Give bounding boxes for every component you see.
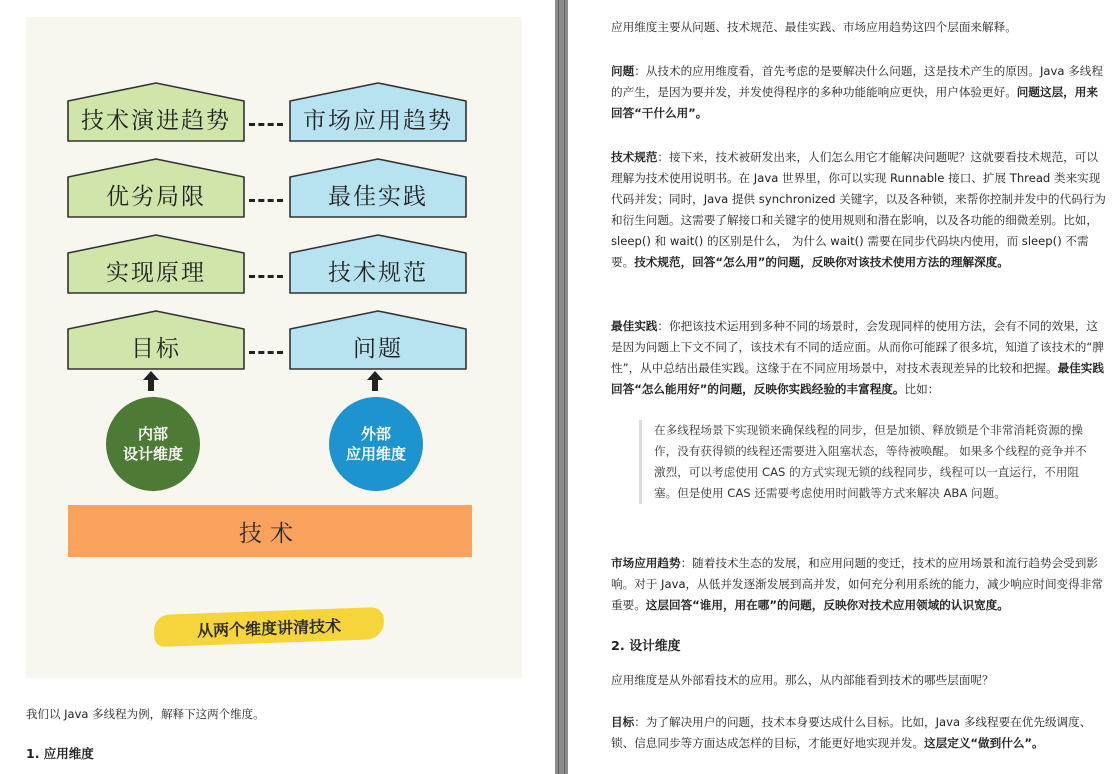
term-trend: 市场应用趋势	[611, 556, 681, 570]
house-label-right-2: 技术规范	[328, 260, 428, 286]
house-right-2	[288, 233, 468, 295]
practice-text: ：你把该技术运用到多种不同的场景时，会发现同样的使用方法，会有不同的效果，这是因为问题上下文不同了，该技术有不同的适应面。从而你可能踩了很多坑，知道了该技术的“脾性”，从中总结出最佳实践。这缘于在不同应用场景中，对技术表现差异的比较和把握。	[611, 319, 1104, 375]
spec-text: ：接下来，技术被研发出来，人们怎么用它才能解决问题呢？这就要看技术规范，可以理解为技术使用说明书。在 Java 世界里，你可以实现 Runnable 接口、扩展 Thread 类来实现代码并发；同时，Java 提供 synchronized 关键字，以及各种锁，来帮你控制并发中的代码行为和衍生问题。这需要了解接口和关键字的使用规则和潜在影响，以及各功能的细微差别。比如， sleep() 和 wait() 的区别是什么， 为什么 wait() 需要在同步代码块内使用，而 sleep() 不需要。	[611, 150, 1106, 269]
paragraph-goal	[611, 712, 1107, 754]
term-goal: 目标	[611, 715, 635, 729]
left-page	[0, 0, 555, 774]
paragraph-trend	[611, 553, 1107, 616]
practice-bold: 最佳实践回答“怎么能用好”的问题，反映你实践经验的丰富程度。	[611, 361, 1104, 396]
paragraph-practice	[611, 316, 1107, 400]
dashed-connector-2	[249, 275, 283, 278]
caption-banner: 从两个维度讲清技术	[154, 607, 385, 647]
goal-text: ：为了解决用户的问题，技术本身要达成什么目标。比如，Java 多线程要在优先级调度、锁、信息同步等方面达成怎样的目标，才能更好地实现并发。	[611, 715, 1092, 750]
outer-circle-line2: 应用维度	[345, 445, 406, 463]
left-intro-text: 我们以 Java 多线程为例，解释下这两个维度。	[26, 707, 265, 721]
house-label-left-2: 实现原理	[106, 260, 206, 286]
goal-bold: 这层定义“做到什么”。	[924, 736, 1044, 750]
house-label-left-3: 目标	[131, 336, 181, 362]
inner-design-circle	[106, 397, 200, 491]
inner-circle-line2: 设计维度	[122, 445, 183, 463]
term-spec: 技术规范	[611, 150, 658, 164]
paragraph-problem	[611, 61, 1107, 124]
house-right-0	[288, 81, 468, 143]
design-intro: 应用维度是从外部看技术的应用。那么，从内部能看到技术的哪些层面呢？	[611, 673, 994, 687]
inner-circle-line1: 内部	[137, 425, 168, 443]
practice-tail: 比如：	[904, 382, 940, 396]
house-left-1	[66, 157, 246, 219]
up-arrow-icon-left	[141, 369, 161, 393]
paragraph-spec	[611, 147, 1107, 273]
term-practice: 最佳实践	[611, 319, 658, 333]
problem-text: ：从技术的应用维度看，首先考虑的是要解决什么问题，这是技术产生的原因。Java 多线程的产生，是因为要并发，并发使得程序的多种功能能响应更快，用户体验更好。	[611, 64, 1103, 99]
blockquote-example: 在多线程场景下实现锁来确保线程的同步，但是加锁、释放锁是个非常消耗资源的操作，没有获得锁的线程还需要进入阻塞状态，等待被唤醒。 如果多个线程的竞争并不激烈，可以考虑使用 CAS 的方式实现无锁的线程同步，线程可以一直运行，不用阻塞。但是使用 CAS 还需要考虑使用时间戳等方式来解决 ABA 问题。	[639, 420, 1094, 504]
trend-bold: 这层回答“谁用，用在哪”的问题，反映你对技术应用领域的认识宽度。	[645, 598, 1009, 612]
house-label-right-0: 市场应用趋势	[303, 108, 453, 134]
spec-bold: 技术规范，回答“怎么用”的问题，反映你对该技术使用方法的理解深度。	[634, 255, 1009, 269]
dashed-connector-0	[249, 123, 283, 126]
dashed-connector-1	[249, 199, 283, 202]
house-right-3	[288, 309, 468, 371]
section-heading-application: 1. 应用维度	[26, 746, 94, 761]
house-label-left-1: 优劣局限	[106, 184, 206, 210]
outer-application-circle	[329, 397, 423, 491]
house-left-2	[66, 233, 246, 295]
right-page	[568, 0, 1116, 774]
house-right-1	[288, 157, 468, 219]
page-divider	[555, 0, 568, 774]
dashed-connector-3	[249, 351, 283, 354]
two-dimension-diagram	[26, 17, 522, 678]
house-label-right-1: 最佳实践	[328, 184, 428, 210]
term-problem: 问题	[611, 64, 635, 78]
outer-circle-line1: 外部	[360, 425, 391, 443]
technology-bar: 技术	[68, 505, 472, 557]
house-label-right-3: 问题	[353, 336, 403, 362]
up-arrow-icon-right	[365, 369, 385, 393]
house-label-left-0: 技术演进趋势	[81, 108, 231, 134]
trend-text: ：随着技术生态的发展，和应用问题的变迁，技术的应用场景和流行趋势会受到影响。对于 Java，从低并发逐渐发展到高并发，如何充分利用系统的能力，减少响应时间变得非常重要。	[611, 556, 1103, 612]
house-left-3	[66, 309, 246, 371]
problem-bold: 问题这层，用来回答“干什么用”。	[611, 85, 1098, 120]
house-left-0	[66, 81, 246, 143]
right-intro: 应用维度主要从问题、技术规范、最佳实践、市场应用趋势这四个层面来解释。	[611, 20, 1017, 34]
section-heading-design: 2. 设计维度	[611, 639, 681, 654]
